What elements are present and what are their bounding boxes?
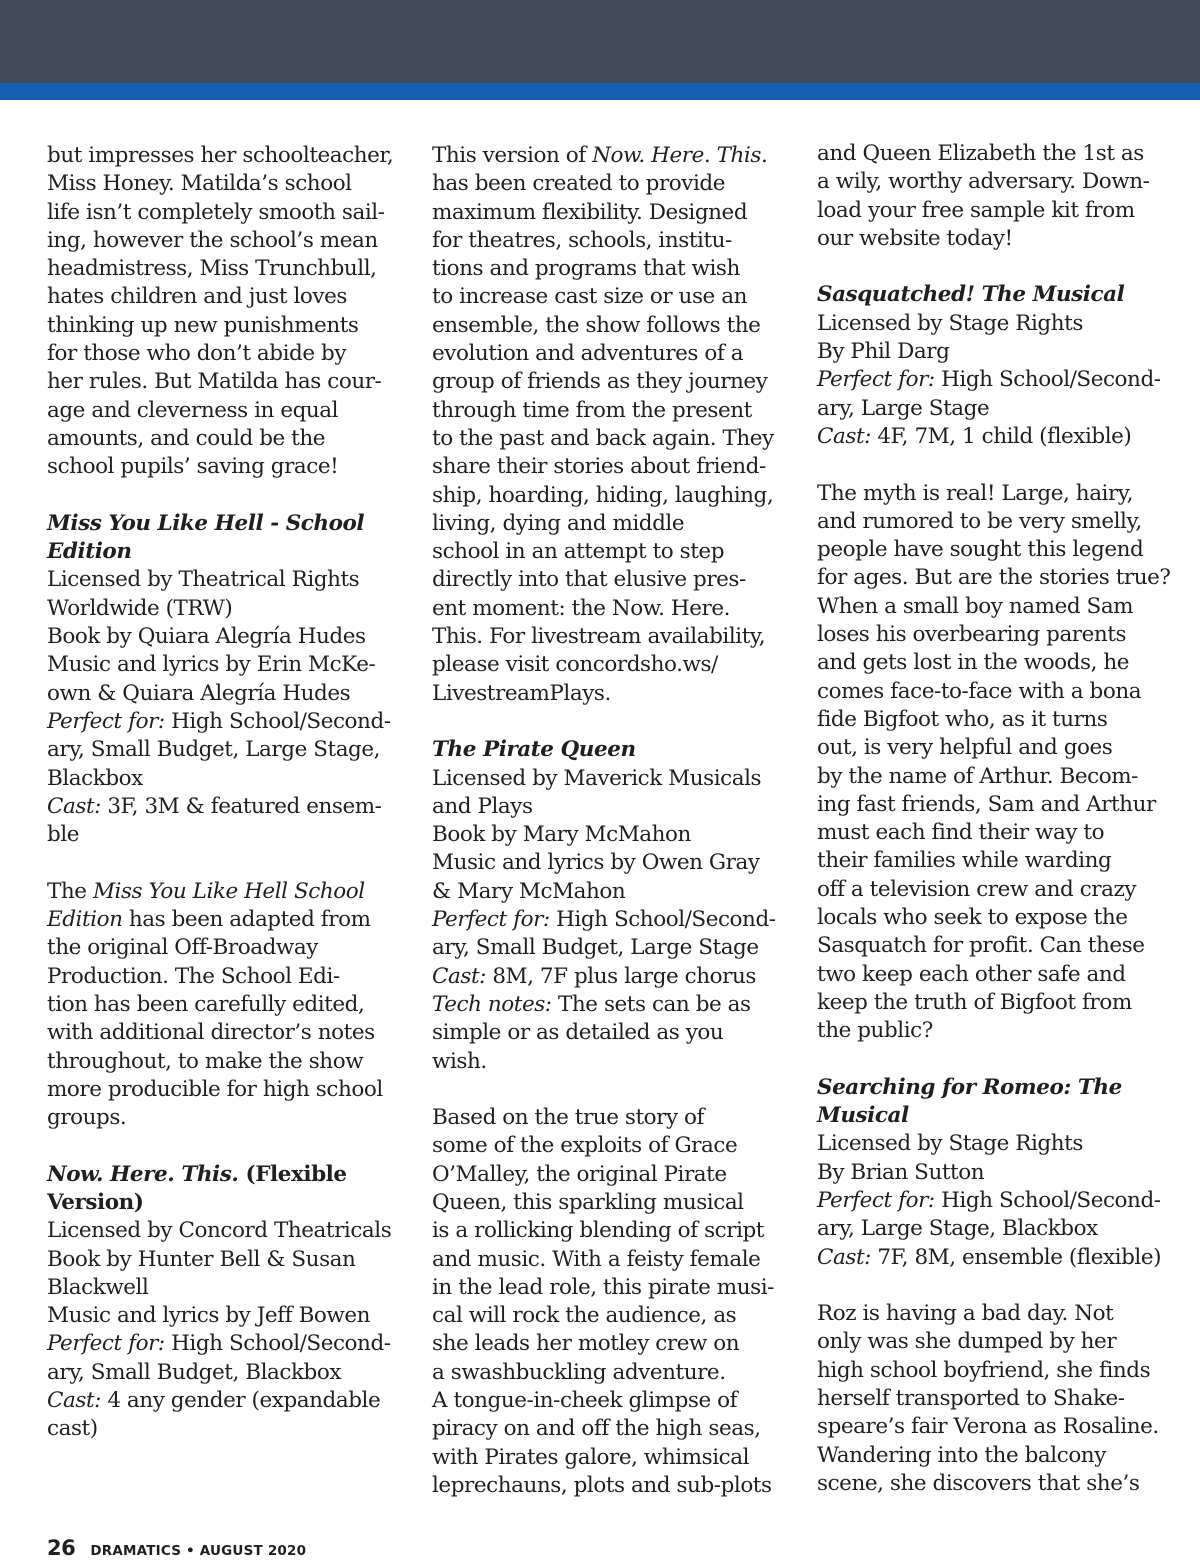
page-footer xyxy=(47,1536,306,1560)
column-1 xyxy=(47,142,397,1444)
romeo-listing: Searching for Romeo: The Musical Licensed by Stage Rights By Brian Sutton Perfect for: High School/Second- ary, Large Stage, Blackbox Cast: 7F, 8M, ensemble (flexible) xyxy=(817,1074,1167,1272)
missyou-title: Miss You Like Hell - School xyxy=(47,510,365,536)
sasquatched-description: The myth is real! Large, hairy, and rumored to be very smelly, people have sought this legend for ages. But are the stories true? When a small boy named Sam loses his overbearing parents and gets lost in the woods, he comes face-to-face with a bona fide Bigfoot who, as it turns out, is very helpful and goes by the name of Arthur. Becom- ing fast friends, Sam and Arthur must each find their way to their families while warding off a television crew and crazy locals who seek to expose the Sasquatch for profit. Can these two keep each other safe and keep the truth of Bigfoot from the public? xyxy=(817,480,1171,1044)
header-bar xyxy=(0,0,1200,83)
pirate-description: Based on the true story of some of the exploits of Grace O’Malley, the original Pirate Queen, this sparkling musical is a rollicking blending of script and music. With a feisty female in the lead role, this pirate musi- cal will rock the audience, as she leads her motley crew on a swashbuckling adventure. A tongue-in-cheek glimpse of piracy on and off the high seas, with Pirates galore, whimsical leprechauns, plots and sub-plots xyxy=(432,1105,774,1498)
sasquatched-listing: Sasquatched! The Musical Licensed by Stage Rights By Phil Darg Perfect for: High School/Second- ary, Large Stage Cast: 4F, 7M, 1 child (flexible) xyxy=(817,281,1167,451)
column-3 xyxy=(817,140,1171,1498)
romeo-description: Roz is having a bad day. Not only was she dumped by her high school boyfriend, she finds herself transported to Shake- speare’s fair Verona as Rosaline. Wandering into the balcony scene, she discovers that she’s xyxy=(817,1301,1159,1496)
magazine-issue: DRAMATICS • AUGUST 2020 xyxy=(90,1543,307,1559)
romeo-title: Searching for Romeo: The xyxy=(817,1074,1122,1100)
matilda-description-end: but impresses her schoolteacher, Miss Honey. Matilda’s school life isn’t completely smooth sail- ing, however the school’s mean headmistress, Miss Trunchbull, hates children and just loves thinking up new punishments for those who don’t abide by her rules. But Matilda has cour- age and cleverness in equal amounts, and could be the school pupils’ saving grace! xyxy=(47,143,394,480)
missyou-title-line2: Edition xyxy=(47,539,132,565)
page-number: 26 xyxy=(47,1536,76,1560)
romeo-title-line2: Musical xyxy=(817,1103,909,1129)
pirate-listing: The Pirate Queen Licensed by Maverick Musicals and Plays Book by Mary McMahon Music and lyrics by Owen Gray & Mary McMahon Perfect for: High School/Second- ary, Small Budget, Large Stage Cast: 8M, 7F plus large chorus Tech notes: The sets can be as simple or as detailed as you wish. xyxy=(432,736,782,1076)
pirate-description-end: and Queen Elizabeth the 1st as a wily, worthy adversary. Down- load your free sample kit from our website today! xyxy=(817,141,1150,251)
nowhere-listing: Now. Here. This. (Flexible Version) Licensed by Concord Theatricals Book by Hunter Bell & Susan Blackwell Music and lyrics by Jeff Bowen Perfect for: High School/Second- ary, Small Budget, Blackbox Cast: 4 any gender (expandable cast) xyxy=(47,1161,397,1444)
missyou-description: The Miss You Like Hell School Edition has been adapted from the original Off-Broadway Production. The School Edi- tion has been carefully edited, with additional director’s notes throughout, to make the show more producible for high school groups. xyxy=(47,878,383,1131)
nowhere-description: This version of Now. Here. This. has been created to provide maximum flexibility. Designed for theatres, schools, institu- tions and programs that wish to increase cast size or use an ensemble, the show follows the evolution and adventures of a group of friends as they journey through time from the present to the past and back again. They share their stories about friend- ship, hoarding, hiding, laughing, living, dying and middle school in an attempt to step directly into that elusive pres- ent moment: the Now. Here. This. For livestream availability, please visit concordsho.ws/ LivestreamPlays. xyxy=(432,143,774,706)
nowhere-title: Now. Here. This. (Flexible xyxy=(47,1161,347,1187)
sasquatched-title: Sasquatched! The Musical xyxy=(817,282,1125,308)
column-2 xyxy=(432,142,782,1500)
missyou-listing: Miss You Like Hell - School Edition Licensed by Theatrical Rights Worldwide (TRW) Book by Quiara Alegría Hudes Music and lyrics by Erin McKe- own & Quiara Alegría Hudes Perfect for: High School/Second- ary, Small Budget, Large Stage, Blackbox Cast: 3F, 3M & featured ensem- ble xyxy=(47,510,397,850)
header-accent-stripe xyxy=(0,83,1200,100)
pirate-title: The Pirate Queen xyxy=(432,737,636,763)
